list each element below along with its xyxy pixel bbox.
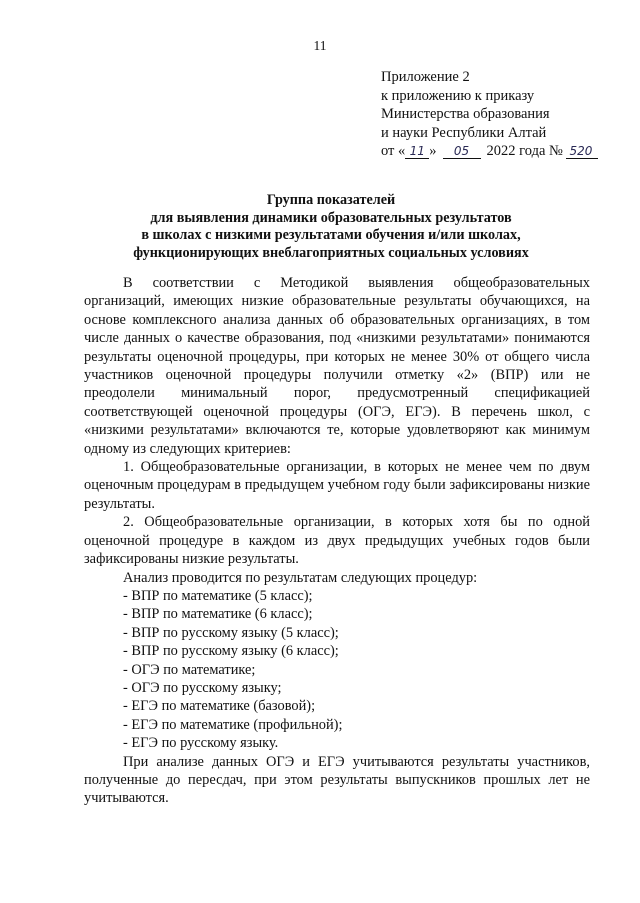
list-item: - ВПР по математике (6 класс); [123,606,313,623]
list-item: - ВПР по русскому языку (6 класс); [123,643,339,660]
procedure-list [84,587,590,753]
list-item: - ВПР по русскому языку (5 класс); [123,624,339,641]
date-prefix: от « [381,143,406,160]
list-item: - ВПР по математике (5 класс); [123,587,313,604]
date-mid: » [429,143,437,160]
document-title [82,192,580,262]
appendix-line-3: Министерства образования [381,106,550,123]
title-line-3: в школах с низкими результатами обучения и/или школах, [141,227,521,243]
list-item: - ЕГЭ по математике (базовой); [123,698,316,715]
document-body [84,274,590,808]
handwritten-day: 11 [405,145,429,159]
appendix-line-1: Приложение 2 [381,69,470,85]
list-item: - ЕГЭ по русскому языку. [123,735,279,752]
list-item: - ОГЭ по русскому языку; [123,679,282,696]
handwritten-order-number: 520 [566,145,598,159]
appendix-line-4: и науки Республики Алтай [381,124,547,141]
list-item: - ЕГЭ по математике (профильной); [123,716,343,733]
title-line-2: для выявления динамики образовательных результатов [150,209,512,226]
list-item: - ОГЭ по математике; [123,661,256,678]
date-year: 2022 года № [486,143,563,160]
appendix-line-2: к приложению к приказу [381,87,535,104]
appendix-order-date [381,142,598,161]
title-line-1: Группа показателей [266,192,396,208]
closing-paragraph: При анализе данных ОГЭ и ЕГЭ учитываются результаты участников, полученные до пересдач, при этом результаты выпускников прошлых лет не учитываются. [84,753,590,807]
analysis-intro: Анализ проводится по результатам следующих процедур: [123,569,478,586]
intro-paragraph: В соответствии с Методикой выявления общеобразовательных организаций, имеющих низкие образовательные результаты обучающихся, на основе комплексного анализа данных об образовательных организациях, в том числе данных о качестве образования, под «низкими результатами» понимаются результаты оценочной процедуры, при которых не менее 30% от общего числа участников оценочной процедуры получили отметку «2» (ВПР) или не преодолели минимальный порог, предусмотренный спецификацией соответствующей оценочной процедуры (ОГЭ, ЕГЭ). В перечень школ, с «низкими результатами» включаются те, которые удовлетворяют как минимум одному из следующих критериев: [84,275,590,457]
handwritten-month: 05 [443,145,481,159]
criterion-1: 1. Общеобразовательные организации, в которых не менее чем по двум оценочным процедурам в предыдущем учебном году были зафиксированы низкие результаты. [84,459,590,512]
criterion-2: 2. Общеобразовательные организации, в которых хотя бы по одной оценочной процедуре в каждом из двух предыдущих учебных годов были зафиксированы низкие результаты. [84,514,590,568]
page-number: 11 [313,38,327,53]
appendix-header [381,68,598,161]
title-line-4: функционирующих внеблагоприятных социальных условиях [133,244,529,261]
